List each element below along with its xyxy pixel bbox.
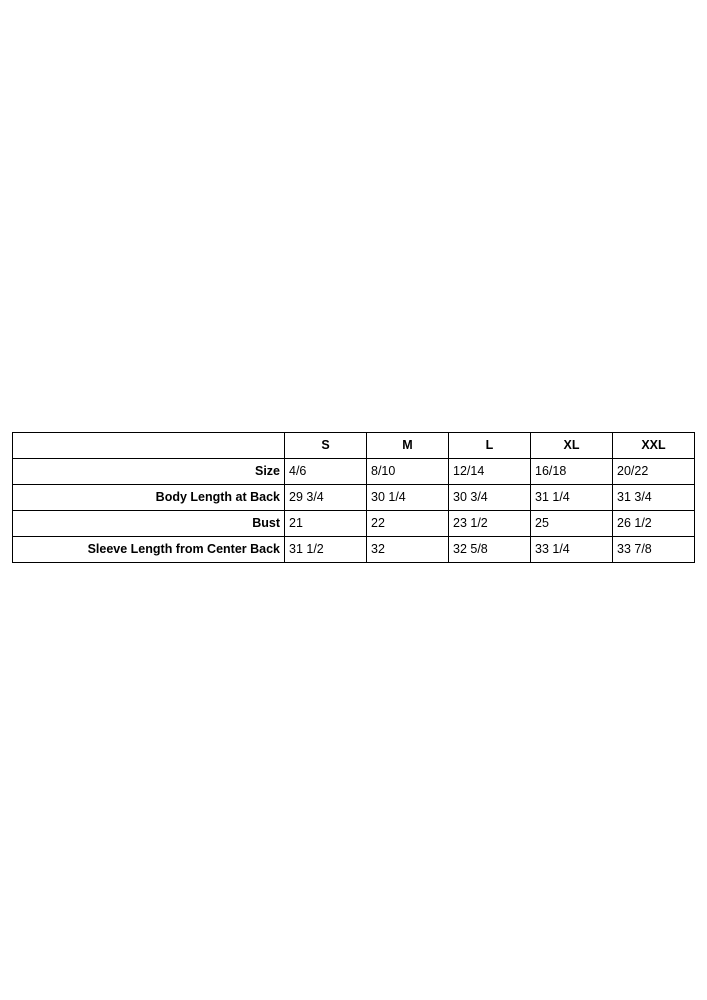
- cell-size-l: 12/14: [449, 459, 531, 485]
- table-header-row: [13, 433, 695, 459]
- cell-bust-m: 22: [367, 511, 449, 537]
- cell-size-xl: 16/18: [531, 459, 613, 485]
- column-header-l: L: [449, 433, 531, 459]
- row-header-sleeve-length-from-center-back: Sleeve Length from Center Back: [13, 537, 285, 563]
- cell-bust-xxl: 26 1/2: [613, 511, 695, 537]
- table-row: [13, 537, 695, 563]
- cell-body-length-xl: 31 1/4: [531, 485, 613, 511]
- cell-body-length-m: 30 1/4: [367, 485, 449, 511]
- cell-body-length-xxl: 31 3/4: [613, 485, 695, 511]
- column-header-xxl: XXL: [613, 433, 695, 459]
- column-header-m: M: [367, 433, 449, 459]
- row-header-size: Size: [13, 459, 285, 485]
- cell-sleeve-length-xxl: 33 7/8: [613, 537, 695, 563]
- cell-body-length-l: 30 3/4: [449, 485, 531, 511]
- cell-bust-xl: 25: [531, 511, 613, 537]
- row-header-bust: Bust: [13, 511, 285, 537]
- cell-size-xxl: 20/22: [613, 459, 695, 485]
- row-header-body-length-at-back: Body Length at Back: [13, 485, 285, 511]
- cell-body-length-s: 29 3/4: [285, 485, 367, 511]
- cell-size-s: 4/6: [285, 459, 367, 485]
- size-chart-table: [12, 432, 695, 563]
- cell-sleeve-length-m: 32: [367, 537, 449, 563]
- table-row: [13, 459, 695, 485]
- column-header-xl: XL: [531, 433, 613, 459]
- table-corner-cell: [13, 433, 285, 459]
- column-header-s: S: [285, 433, 367, 459]
- table-row: [13, 485, 695, 511]
- cell-sleeve-length-s: 31 1/2: [285, 537, 367, 563]
- cell-sleeve-length-l: 32 5/8: [449, 537, 531, 563]
- cell-size-m: 8/10: [367, 459, 449, 485]
- size-chart-container: [12, 432, 695, 563]
- cell-bust-s: 21: [285, 511, 367, 537]
- cell-sleeve-length-xl: 33 1/4: [531, 537, 613, 563]
- table-row: [13, 511, 695, 537]
- cell-bust-l: 23 1/2: [449, 511, 531, 537]
